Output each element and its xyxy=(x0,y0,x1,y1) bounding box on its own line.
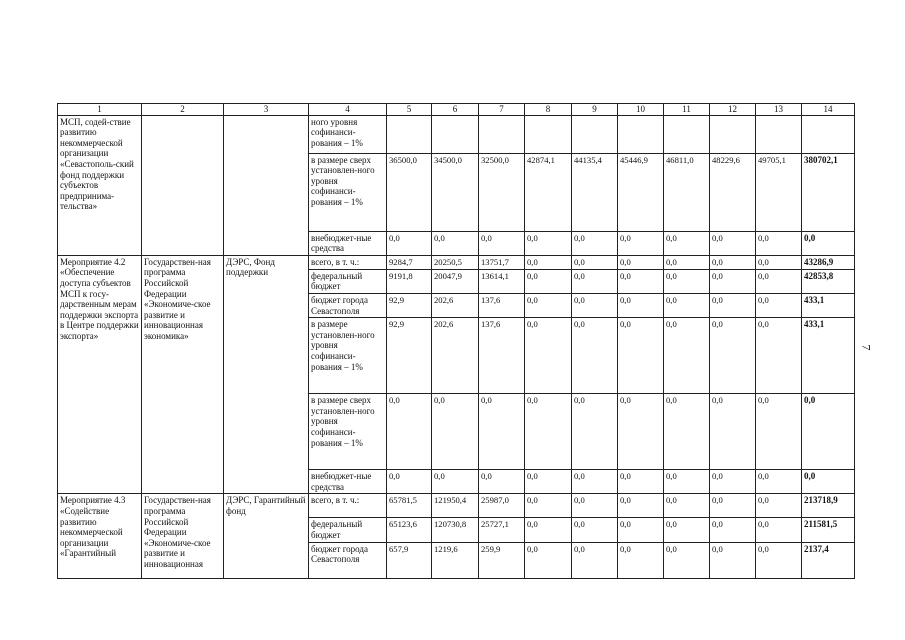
total-cell: 43286,9 xyxy=(802,255,855,269)
header-cell: 4 xyxy=(309,104,387,116)
value-cell: 121950,4 xyxy=(432,494,479,518)
value-cell: 0,0 xyxy=(710,394,756,470)
header-cell: 12 xyxy=(710,104,756,116)
value-cell: 0,0 xyxy=(710,518,756,542)
value-cell xyxy=(618,115,664,153)
value-cell: 0,0 xyxy=(432,394,479,470)
value-cell: 49705,1 xyxy=(756,153,802,231)
value-cell: 46811,0 xyxy=(664,153,710,231)
value-cell: 0,0 xyxy=(525,293,572,317)
value-cell: 0,0 xyxy=(525,269,572,293)
total-cell: 433,1 xyxy=(802,318,855,394)
value-cell: 65123,6 xyxy=(387,518,432,542)
funding-source-cell: федеральный бюджет xyxy=(309,269,387,293)
header-cell: 10 xyxy=(618,104,664,116)
value-cell: 0,0 xyxy=(432,470,479,494)
value-cell: 0,0 xyxy=(756,255,802,269)
header-cell: 2 xyxy=(142,104,224,116)
header-cell: 11 xyxy=(664,104,710,116)
value-cell: 0,0 xyxy=(710,293,756,317)
activity-name-cell: Мероприятие 4.3 «Содействие развитию некоммерческой организации «Гарантийный xyxy=(58,494,142,578)
value-cell: 0,0 xyxy=(572,255,618,269)
value-cell: 0,0 xyxy=(525,494,572,518)
value-cell: 0,0 xyxy=(664,255,710,269)
value-cell: 0,0 xyxy=(756,518,802,542)
value-cell: 0,0 xyxy=(664,494,710,518)
value-cell: 137,6 xyxy=(479,293,525,317)
program-cell xyxy=(142,115,224,255)
activity-name-cell: Мероприятие 4.2 «Обеспечение доступа субъектов МСП к госу-дарственным мерам поддержки экспорта в Центре поддержки экспорта» xyxy=(58,255,142,494)
value-cell: 65781,5 xyxy=(387,494,432,518)
value-cell: 657,9 xyxy=(387,542,432,578)
value-cell: 20250,5 xyxy=(432,255,479,269)
value-cell: 20047,9 xyxy=(432,269,479,293)
value-cell: 0,0 xyxy=(525,542,572,578)
header-row xyxy=(58,104,855,116)
value-cell: 0,0 xyxy=(572,542,618,578)
header-cell: 14 xyxy=(802,104,855,116)
value-cell: 48229,6 xyxy=(710,153,756,231)
value-cell: 0,0 xyxy=(387,394,432,470)
value-cell: 0,0 xyxy=(618,293,664,317)
table-row xyxy=(58,255,855,269)
value-cell: 0,0 xyxy=(756,494,802,518)
total-cell xyxy=(802,115,855,153)
value-cell: 259,9 xyxy=(479,542,525,578)
value-cell: 0,0 xyxy=(618,542,664,578)
value-cell xyxy=(479,115,525,153)
value-cell: 0,0 xyxy=(710,255,756,269)
value-cell: 13614,1 xyxy=(479,269,525,293)
value-cell: 0,0 xyxy=(710,542,756,578)
activity-name-cell: МСП, содей-ствие развитию некоммерческой организации «Севастополь-ский фонд поддержки субъектов предпринима-тельства» xyxy=(58,115,142,255)
total-cell: 0,0 xyxy=(802,394,855,470)
total-cell: 42853,8 xyxy=(802,269,855,293)
funding-source-cell: внебюджет-ные средства xyxy=(309,470,387,494)
funding-source-cell: в размере установлен-ного уровня софинанси-рования – 1% xyxy=(309,318,387,394)
total-cell: 213718,9 xyxy=(802,494,855,518)
value-cell: 0,0 xyxy=(525,231,572,255)
value-cell: 9284,7 xyxy=(387,255,432,269)
value-cell: 0,0 xyxy=(525,394,572,470)
executor-cell xyxy=(224,115,309,255)
program-cell: Государствен-ная программа Российской Федерации «Экономиче-ское развитие и инновационная xyxy=(142,494,224,578)
total-cell: 0,0 xyxy=(802,231,855,255)
value-cell xyxy=(710,115,756,153)
value-cell: 1219,6 xyxy=(432,542,479,578)
header-cell: 7 xyxy=(479,104,525,116)
value-cell: 0,0 xyxy=(664,542,710,578)
value-cell: 0,0 xyxy=(664,318,710,394)
value-cell: 0,0 xyxy=(710,231,756,255)
value-cell: 0,0 xyxy=(664,269,710,293)
value-cell: 0,0 xyxy=(387,470,432,494)
value-cell: 0,0 xyxy=(710,470,756,494)
value-cell: 0,0 xyxy=(664,231,710,255)
value-cell: 202,6 xyxy=(432,293,479,317)
funding-source-cell: внебюджет-ные средства xyxy=(309,231,387,255)
value-cell: 0,0 xyxy=(525,518,572,542)
value-cell: 0,0 xyxy=(572,318,618,394)
value-cell: 0,0 xyxy=(710,318,756,394)
value-cell: 0,0 xyxy=(572,518,618,542)
value-cell: 92,9 xyxy=(387,293,432,317)
value-cell xyxy=(572,115,618,153)
value-cell xyxy=(756,115,802,153)
value-cell: 0,0 xyxy=(618,518,664,542)
value-cell: 0,0 xyxy=(432,231,479,255)
value-cell: 36500,0 xyxy=(387,153,432,231)
value-cell: 0,0 xyxy=(664,394,710,470)
value-cell: 0,0 xyxy=(479,231,525,255)
value-cell: 0,0 xyxy=(710,494,756,518)
header-cell: 1 xyxy=(58,104,142,116)
value-cell: 0,0 xyxy=(618,231,664,255)
value-cell: 0,0 xyxy=(387,231,432,255)
table-row xyxy=(58,115,855,153)
value-cell: 13751,7 xyxy=(479,255,525,269)
value-cell xyxy=(432,115,479,153)
value-cell: 0,0 xyxy=(572,231,618,255)
value-cell: 34500,0 xyxy=(432,153,479,231)
value-cell: 0,0 xyxy=(756,542,802,578)
executor-cell: ДЭРС, Гарантийный фонд xyxy=(224,494,309,578)
header-cell: 9 xyxy=(572,104,618,116)
value-cell: 0,0 xyxy=(572,269,618,293)
value-cell: 137,6 xyxy=(479,318,525,394)
header-cell: 8 xyxy=(525,104,572,116)
value-cell: 0,0 xyxy=(572,470,618,494)
value-cell: 0,0 xyxy=(572,293,618,317)
value-cell: 0,0 xyxy=(756,318,802,394)
total-cell: 433,1 xyxy=(802,293,855,317)
funding-source-cell: всего, в т. ч.: xyxy=(309,255,387,269)
funding-source-cell: ного уровня софинанси-рования – 1% xyxy=(309,115,387,153)
value-cell: 0,0 xyxy=(525,255,572,269)
value-cell: 0,0 xyxy=(572,494,618,518)
value-cell: 0,0 xyxy=(479,470,525,494)
value-cell: 32500,0 xyxy=(479,153,525,231)
value-cell: 25727,1 xyxy=(479,518,525,542)
total-cell: 380702,1 xyxy=(802,153,855,231)
value-cell: 0,0 xyxy=(664,293,710,317)
value-cell: 0,0 xyxy=(756,231,802,255)
executor-cell: ДЭРС, Фонд поддержки xyxy=(224,255,309,494)
funding-source-cell: в размере сверх установлен-ного уровня софинанси-рования – 1% xyxy=(309,153,387,231)
value-cell: 0,0 xyxy=(756,293,802,317)
header-cell: 5 xyxy=(387,104,432,116)
funding-source-cell: в размере сверх установлен-ного уровня софинанси-рования – 1% xyxy=(309,394,387,470)
value-cell xyxy=(525,115,572,153)
value-cell: 25987,0 xyxy=(479,494,525,518)
table-row xyxy=(58,494,855,518)
funding-source-cell: бюджет города Севастополя xyxy=(309,293,387,317)
value-cell: 45446,9 xyxy=(618,153,664,231)
total-cell: 2137,4 xyxy=(802,542,855,578)
value-cell: 120730,8 xyxy=(432,518,479,542)
value-cell: 92,9 xyxy=(387,318,432,394)
value-cell xyxy=(387,115,432,153)
value-cell: 0,0 xyxy=(664,518,710,542)
funding-source-cell: федеральный бюджет xyxy=(309,518,387,542)
total-cell: 211581,5 xyxy=(802,518,855,542)
value-cell: 0,0 xyxy=(479,394,525,470)
value-cell: 0,0 xyxy=(618,394,664,470)
value-cell: 0,0 xyxy=(618,470,664,494)
value-cell: 0,0 xyxy=(525,470,572,494)
value-cell: 0,0 xyxy=(618,494,664,518)
value-cell: 0,0 xyxy=(618,255,664,269)
page-number: 7 xyxy=(859,344,874,351)
value-cell: 0,0 xyxy=(756,470,802,494)
header-cell: 3 xyxy=(224,104,309,116)
value-cell: 0,0 xyxy=(525,318,572,394)
value-cell: 202,6 xyxy=(432,318,479,394)
value-cell: 0,0 xyxy=(618,318,664,394)
header-cell: 6 xyxy=(432,104,479,116)
value-cell: 9191,8 xyxy=(387,269,432,293)
funding-source-cell: бюджет города Севастополя xyxy=(309,542,387,578)
total-cell: 0,0 xyxy=(802,470,855,494)
value-cell: 0,0 xyxy=(664,470,710,494)
budget-table xyxy=(57,103,855,579)
value-cell xyxy=(664,115,710,153)
value-cell: 0,0 xyxy=(618,269,664,293)
value-cell: 0,0 xyxy=(756,269,802,293)
value-cell: 0,0 xyxy=(756,394,802,470)
header-cell: 13 xyxy=(756,104,802,116)
value-cell: 0,0 xyxy=(572,394,618,470)
value-cell: 42874,1 xyxy=(525,153,572,231)
value-cell: 0,0 xyxy=(710,269,756,293)
funding-source-cell: всего, в т. ч.: xyxy=(309,494,387,518)
value-cell: 44135,4 xyxy=(572,153,618,231)
program-cell: Государствен-ная программа Российской Федерации «Экономиче-ское развитие и инновационная экономика» xyxy=(142,255,224,494)
